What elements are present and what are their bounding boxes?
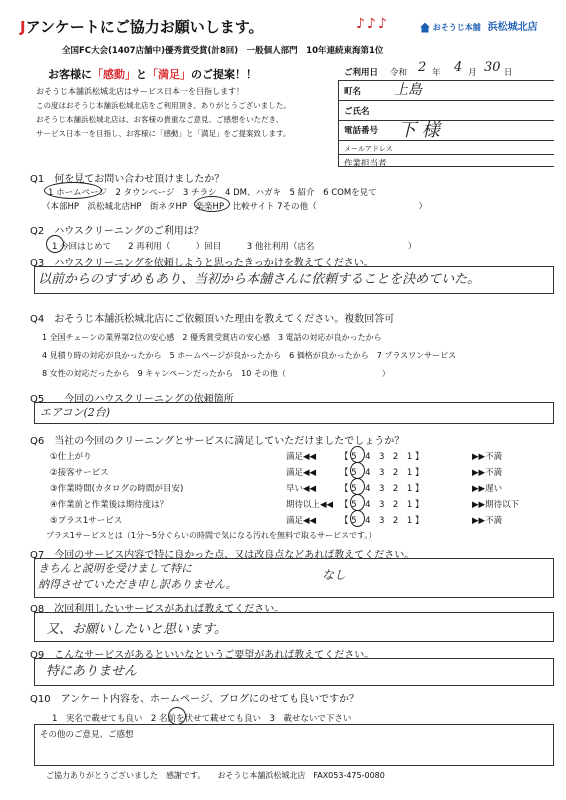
q5-title: Q5 今回のハウスクリーニングの依頼箇所 [30,394,234,405]
q7-answer-2: 納得させていただき申し訳ありません。 [38,578,237,591]
q1-answer-circle [44,182,102,199]
q6-row-scale: 【 5 4 3 2 1 】 [340,452,424,462]
award-line: 全国FC大会(1407店舗中)優秀賞受賞(計8回) 一般個人部門 10年連続東海第1位 [62,46,384,56]
q5-answer: エアコン(2台) [40,406,111,419]
q6-row-label: ②接客サービス [50,468,109,478]
brand-name: おそうじ本舗 [432,23,481,32]
q6-row-left: 満足◀◀ [286,452,317,462]
phone-label: 電話番号 [344,126,379,136]
mail-label: メールアドレス [344,145,393,153]
q6-plus-note: プラス1サービスとは（1分～5分ぐらいの時間で気になる汚れを無料で取るサービスです。） [46,531,377,540]
q9-title: Q9 こんなサービスがあるといいなというご要望があれば教えてください。 [30,650,375,661]
day-label: 日 [504,68,513,78]
intro-1: おそうじ本舗浜松城北店はサービス日本一を目指します！ [36,87,244,96]
q6-row-label: ④作業前と作業後は期待度は？ [50,500,169,510]
q1-sub: （本部HP 浜松城北店HP 街ネタHP 楽楽HP 比較サイト 7その他（ ） [42,202,428,212]
q7-answer-1: きちんと説明を受けまして特に [38,562,192,575]
q2-answer-circle [46,235,64,253]
month-label: 月 [468,68,477,78]
q7-title: Q7 今回のサービス内容で特に良かった点、又は改良点などあれば教えてください。 [30,550,415,561]
staff-label: 作業担当者 [344,159,387,169]
proposal-heading: お客様に「感動」と「満足」のご提案！！ [48,68,257,81]
q10-title: Q10 アンケート内容を、ホームページ、ブログにのせても良いですか？ [30,694,359,705]
q8-title: Q8 次回利用したいサービスがあれば教えてください。 [30,604,285,615]
q1-title: Q1 何を見てお問い合わせ頂けましたか？ [30,174,225,185]
q10-other-label: その他のご意見、ご感想 [40,730,134,740]
q8-answer: 又、お願いしたいと思います。 [46,622,227,637]
q6-rating-circle-3 [350,478,365,495]
q6-row-left: 満足◀◀ [286,468,317,478]
q6-row-label: ①仕上がり [50,452,92,462]
town-handwritten: 上島 [394,82,422,98]
day-handwritten: 30 [484,60,501,75]
q6-rating-circle-2 [350,462,365,479]
era-label: 令和 [390,68,408,78]
town-label: 町名 [344,87,362,97]
q7-answer-3: なし [322,568,347,582]
q3-answer: 以前からのすすめもあり、当初から本舗さんに依頼することを決めていた。 [38,272,481,287]
q4-line2: 4 見積り時の対応が良かったから 5 ホームページが良かったから 6 価格が良かったから 7 プラスワンサービス [42,351,457,360]
q6-row-scale: 【 5 4 3 2 1 】 [340,484,424,494]
footer-thanks: ご協力ありがとうございました 感謝です。 おそうじ本舗浜松城北店 FAX053-475-0080 [46,771,385,780]
year-label: 年 [432,68,441,78]
year-handwritten: 2 [418,60,427,75]
q2-options: 1 今回はじめて 2 再利用（ ）回目 3 他社利用（店名 ） [52,242,417,252]
q10-answer-circle [168,707,186,725]
q6-row-left: 期待以上◀◀ [286,500,334,510]
q4-line1: 1 全国チェーンの業界第2位の安心感 2 優秀賞受賞店の安心感 3 電話の対応が良かったから [42,333,382,342]
page-title [20,16,264,37]
branch-name: 浜松城北店 [487,22,538,33]
q6-title: Q6 当社の今回のクリーニングとサービスに満足していただけましたでしょうか？ [30,436,405,447]
q6-rating-circle-1 [350,446,365,463]
q6-row-left: 早い◀◀ [286,484,317,494]
q6-row-right: ▶▶不満 [472,452,503,462]
q6-row-scale: 【 5 4 3 2 1 】 [340,500,424,510]
q6-row-label: ③作業時間(カタログの時間が目安) [50,484,184,494]
q5-answer-box [34,402,554,424]
brand-logo [420,18,538,33]
q6-row-right: ▶▶不満 [472,468,503,478]
intro-3: おそうじ本舗浜松城北店は、お客様の貴重なご意見、ご感想をいただき、 [36,115,284,124]
phone-handwritten: 下 様 [398,120,440,141]
title-check-icon: J [20,18,26,36]
q1-options: 1 ホームページ 2 タウンページ 3 チラシ 4 DM、ハガキ 5 紹介 6 COMを見て [48,188,377,198]
q6-row-left: 満足◀◀ [286,516,317,526]
q10-options: 1 実名で載せても良い 2 名前を伏せて載せても良い 3 載せないで下さい [52,714,352,724]
q6-rating-circle-4 [350,494,365,511]
month-handwritten: 4 [454,60,463,75]
q9-answer: 特にありません [46,664,138,679]
date-label: ご利用日 [344,68,379,78]
intro-4: サービス日本一を目指し、お客様に「感動」と「満足」をご提案致します。 [36,129,291,138]
q6-row-right: ▶▶不満 [472,516,503,526]
q6-rating-circle-5 [350,510,365,527]
q6-row-right: ▶▶期待以下 [472,500,520,510]
q4-title: Q4 おそうじ本舗浜松城北店にご依頼頂いた理由を教えてください。複数回答可 [30,314,395,325]
q6-row-scale: 【 5 4 3 2 1 】 [340,516,424,526]
q4-line3: 8 女性の対応だったから 9 キャンペーンだったから 10 その他（ ） [42,369,390,378]
q2-title: Q2 ハウスクリーニングのご利用は？ [30,226,204,237]
house-icon [420,23,430,33]
q1-sub-circle [194,196,230,212]
q3-title: Q3 ハウスクリーニングを依頼しようと思ったきっかけを教えてください。 [30,258,374,269]
q6-row-right: ▶▶遅い [472,484,503,494]
music-notes: ♪♪♪ [356,16,389,32]
q6-row-label: ⑤プラス1サービス [50,516,123,526]
name-label: ご氏名 [344,107,370,117]
q6-row-scale: 【 5 4 3 2 1 】 [340,468,424,478]
title-text: アンケートにご協力お願いします。 [25,18,264,36]
intro-2: この度はおそうじ本舗浜松城北店をご利用頂き、ありがとうございました。 [36,101,291,110]
